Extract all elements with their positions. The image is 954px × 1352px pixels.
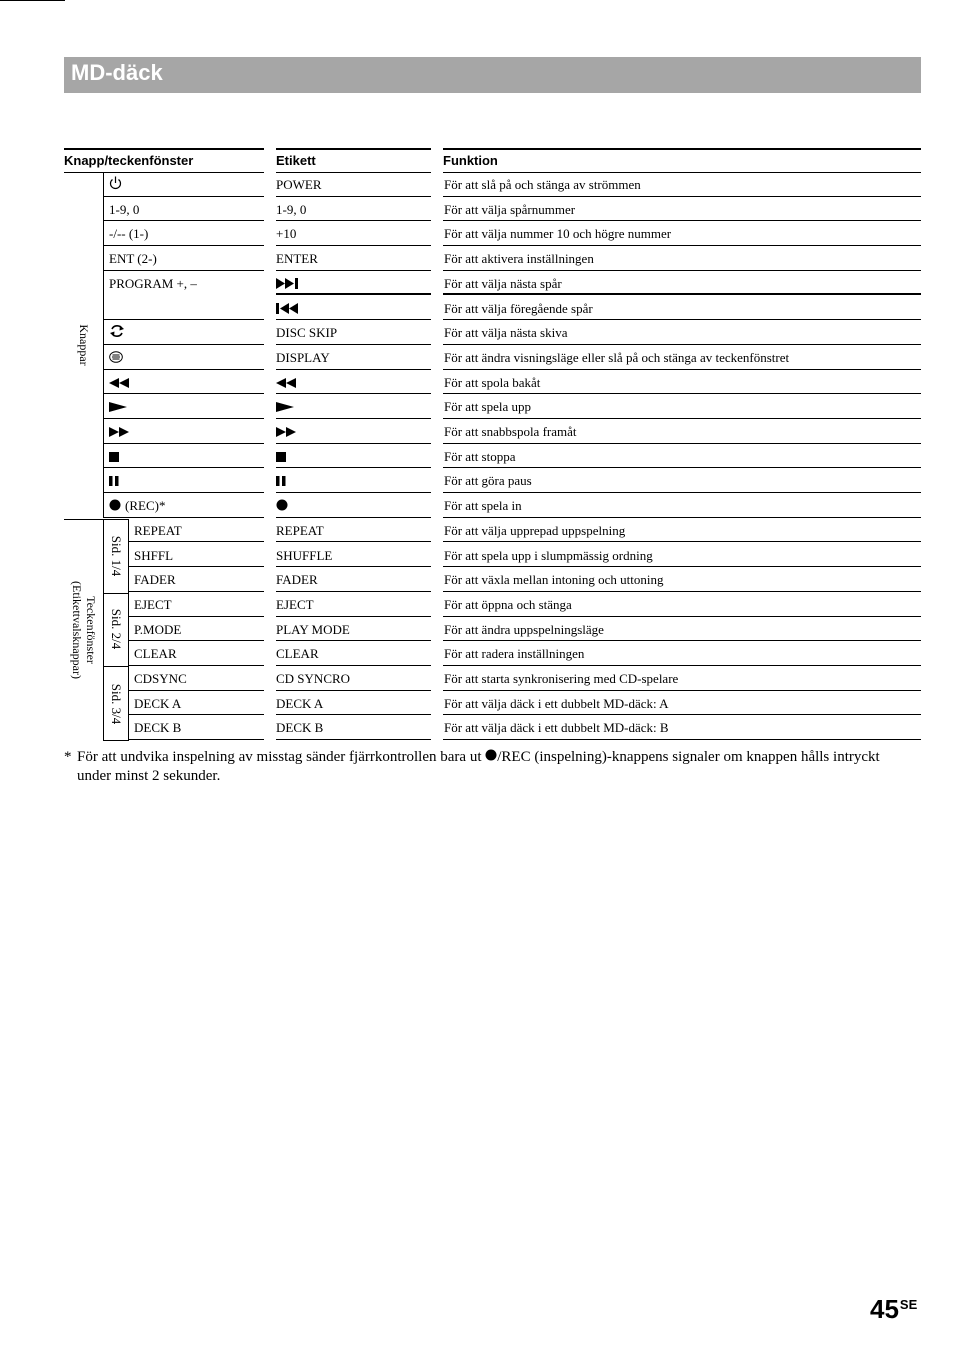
- table-cell-etikett: [276, 247, 431, 271]
- cell-text: För att ändra visningsläge eller slå på och stänga av teckenfönstret: [444, 349, 790, 365]
- cell-text: För att stoppa: [444, 448, 516, 464]
- subgroup-sid: [104, 519, 129, 594]
- table-cell-funktion: [443, 568, 921, 592]
- table-cell-etikett: [276, 272, 431, 296]
- cell-text: För att välja däck i ett dubbelt MD-däck: A: [444, 695, 669, 711]
- table-cell-knapp: [129, 642, 264, 666]
- table-cell-knapp: [104, 198, 264, 222]
- table-cell-knapp: [104, 395, 264, 419]
- table-cell-funktion: [443, 297, 921, 321]
- table-cell-etikett: [276, 222, 431, 246]
- cell-text: För att välja nästa spår: [444, 275, 562, 291]
- table-cell-knapp: [104, 346, 264, 370]
- subgroup-sid: [104, 667, 129, 741]
- table-cell-knapp: [129, 519, 264, 543]
- cell-text: +10: [276, 226, 297, 242]
- play-icon: [109, 396, 127, 420]
- table-cell-etikett: [276, 494, 431, 518]
- power-icon: [109, 174, 122, 198]
- cell-text: För att starta synkronisering med CD-spelare: [444, 671, 679, 686]
- subgroup-label: Sid. 3/4: [109, 683, 124, 724]
- cell-text: För att växla mellan intoning och uttoning: [444, 572, 664, 588]
- cell-text: CLEAR: [134, 646, 177, 662]
- table-cell-funktion: [443, 469, 921, 493]
- table-cell-funktion: [443, 618, 921, 642]
- table-cell-knapp: [104, 173, 264, 197]
- cell-text: (REC)*: [125, 498, 166, 514]
- table-cell-knapp: [104, 445, 264, 469]
- cell-text: För att spela in: [444, 498, 522, 514]
- table-cell-funktion: [443, 272, 921, 296]
- group-teckenfonster: [64, 519, 104, 741]
- pause-icon: [109, 470, 119, 494]
- cell-text: DISC SKIP: [276, 325, 338, 341]
- cell-text: EJECT: [276, 596, 314, 612]
- table-cell-etikett: [276, 716, 431, 740]
- cell-text: REPEAT: [276, 522, 324, 538]
- footnote-text-before: För att undvika inspelning av misstag sänder fjärrkontrollen bara ut: [77, 749, 486, 765]
- cell-text: För att göra paus: [444, 473, 532, 489]
- cell-text: ENTER: [276, 251, 318, 267]
- header-etikett: Etikett: [276, 148, 431, 173]
- table-cell-etikett: [276, 618, 431, 642]
- cell-text: P.MODE: [134, 621, 182, 637]
- footnote-text-after: /REC (inspelning)-knappens signaler om knappen hålls intryckt under minst 2 sekunder.: [77, 749, 880, 785]
- rewind-icon: [109, 372, 129, 396]
- table-cell-knapp: [129, 568, 264, 592]
- record-icon: [485, 748, 497, 767]
- cell-text: SHUFFLE: [276, 547, 333, 563]
- table-cell-etikett: [276, 420, 431, 444]
- table-cell-funktion: [443, 173, 921, 197]
- table-cell-knapp: [129, 667, 264, 691]
- previous-track-icon: [276, 298, 300, 322]
- table-cell-funktion: [443, 445, 921, 469]
- display-icon: [109, 347, 123, 371]
- page-number: $45^{SE}$: [870, 1294, 918, 1324]
- table-cell-etikett: [276, 173, 431, 197]
- language-suffix: SE: [899, 1297, 918, 1312]
- table-cell-funktion: [443, 420, 921, 444]
- cell-text: CLEAR: [276, 646, 319, 662]
- table-cell-funktion: [443, 593, 921, 617]
- cell-text: För att öppna och stänga: [444, 596, 572, 612]
- table-cell-funktion: [443, 716, 921, 740]
- cell-text: EJECT: [134, 596, 172, 612]
- table-cell-knapp: [129, 692, 264, 716]
- cell-text: För att aktivera inställningen: [444, 251, 594, 267]
- table-cell-etikett: [276, 371, 431, 395]
- cell-text: För att snabbspola framåt: [444, 424, 577, 439]
- record-icon: [109, 495, 121, 519]
- table-cell-knapp: [104, 272, 264, 320]
- table-cell-funktion: [443, 544, 921, 568]
- disc-skip-icon: [109, 322, 125, 346]
- cell-text: 1-9, 0: [109, 201, 140, 217]
- footnote-marker: *: [64, 749, 72, 765]
- stop-icon: [109, 446, 119, 470]
- cell-text: För att spola bakåt: [444, 374, 541, 390]
- cell-text: För att välja upprepad uppspelning: [444, 522, 626, 538]
- group-knappar: [64, 173, 104, 518]
- cell-text: REPEAT: [134, 522, 182, 538]
- table-cell-etikett: [276, 395, 431, 419]
- table-cell-knapp: [129, 618, 264, 642]
- table-cell-knapp: [104, 321, 264, 345]
- table-cell-etikett: [276, 544, 431, 568]
- table-cell-knapp: [104, 420, 264, 444]
- cell-text: SHFFL: [134, 547, 174, 563]
- table-cell-funktion: [443, 667, 921, 691]
- cell-text: För att spela upp i slumpmässig ordning: [444, 547, 653, 563]
- cell-text: -/-- (1-): [109, 226, 149, 242]
- table-cell-etikett: [276, 568, 431, 592]
- table-bottom-rule: [0, 0, 65, 1]
- play-icon: [276, 396, 294, 420]
- table-cell-etikett: [276, 445, 431, 469]
- cell-text: DECK B: [276, 720, 324, 736]
- cell-text: För att slå på och stänga av strömmen: [444, 177, 641, 192]
- table-cell-etikett: [276, 297, 431, 321]
- table-cell-etikett: [276, 667, 431, 691]
- next-track-icon: [276, 273, 300, 297]
- cell-text: För att välja föregående spår: [444, 300, 593, 316]
- cell-text: DECK B: [134, 720, 182, 736]
- table-cell-etikett: [276, 642, 431, 666]
- table-cell-etikett: [276, 198, 431, 222]
- cell-text: DECK A: [134, 695, 182, 711]
- table-cell-etikett: [276, 321, 431, 345]
- table-cell-knapp: [104, 494, 264, 518]
- rewind-icon: [276, 372, 296, 396]
- cell-text: DISPLAY: [276, 349, 330, 365]
- table-cell-knapp: [104, 247, 264, 271]
- table-cell-funktion: [443, 692, 921, 716]
- cell-text: För att välja nummer 10 och högre nummer: [444, 226, 672, 242]
- fast-forward-icon: [109, 421, 129, 445]
- table-cell-knapp: [129, 593, 264, 617]
- group-label-teckenfonster: Teckenfönster (Etikettvalsknappar): [69, 581, 98, 680]
- record-icon: [276, 495, 288, 519]
- table-cell-funktion: [443, 494, 921, 518]
- cell-text: För att välja däck i ett dubbelt MD-däck: B: [444, 720, 669, 736]
- stop-icon: [276, 446, 286, 470]
- cell-text: 1-9, 0: [276, 201, 307, 217]
- cell-text: För att välja nästa skiva: [444, 325, 568, 341]
- table-cell-funktion: [443, 247, 921, 271]
- table-cell-knapp: [129, 544, 264, 568]
- cell-text: ENT (2-): [109, 251, 157, 267]
- table-cell-funktion: [443, 642, 921, 666]
- table-cell-funktion: [443, 222, 921, 246]
- table-cell-etikett: [276, 519, 431, 543]
- fast-forward-icon: [276, 421, 296, 445]
- cell-text: FADER: [134, 572, 176, 588]
- page-title: MD-däck: [71, 60, 163, 85]
- cell-text: För att ändra uppspelningsläge: [444, 621, 604, 637]
- cell-text: DECK A: [276, 695, 324, 711]
- subgroup-label: Sid. 2/4: [109, 609, 124, 650]
- table-cell-knapp: [104, 222, 264, 246]
- table-cell-funktion: [443, 519, 921, 543]
- table-cell-knapp: [129, 716, 264, 740]
- cell-text: CDSYNC: [134, 671, 187, 686]
- table-cell-etikett: [276, 469, 431, 493]
- header-funktion: Funktion: [443, 148, 921, 173]
- cell-text: POWER: [276, 177, 322, 192]
- section-title-bar: [64, 57, 921, 93]
- subgroup-sid: [104, 593, 129, 667]
- table-cell-funktion: [443, 371, 921, 395]
- subgroup-label: Sid. 1/4: [109, 536, 124, 577]
- table-cell-funktion: [443, 198, 921, 222]
- table-cell-etikett: [276, 692, 431, 716]
- cell-text: PROGRAM +, –: [109, 275, 197, 291]
- table-cell-funktion: [443, 395, 921, 419]
- table-cell-etikett: [276, 346, 431, 370]
- cell-text: PLAY MODE: [276, 621, 350, 637]
- cell-text: För att radera inställningen: [444, 646, 585, 662]
- table-cell-knapp: [104, 469, 264, 493]
- table-cell-funktion: [443, 321, 921, 345]
- cell-text: CD SYNCRO: [276, 671, 351, 686]
- group-label-knappar: Knappar: [76, 324, 91, 367]
- table-cell-etikett: [276, 593, 431, 617]
- header-knapp: Knapp/teckenfönster: [64, 148, 264, 173]
- pause-icon: [276, 470, 286, 494]
- table-cell-funktion: [443, 346, 921, 370]
- cell-text: För att spela upp: [444, 399, 532, 415]
- table-cell-knapp: [104, 371, 264, 395]
- cell-text: För att välja spårnummer: [444, 201, 576, 217]
- cell-text: FADER: [276, 572, 318, 588]
